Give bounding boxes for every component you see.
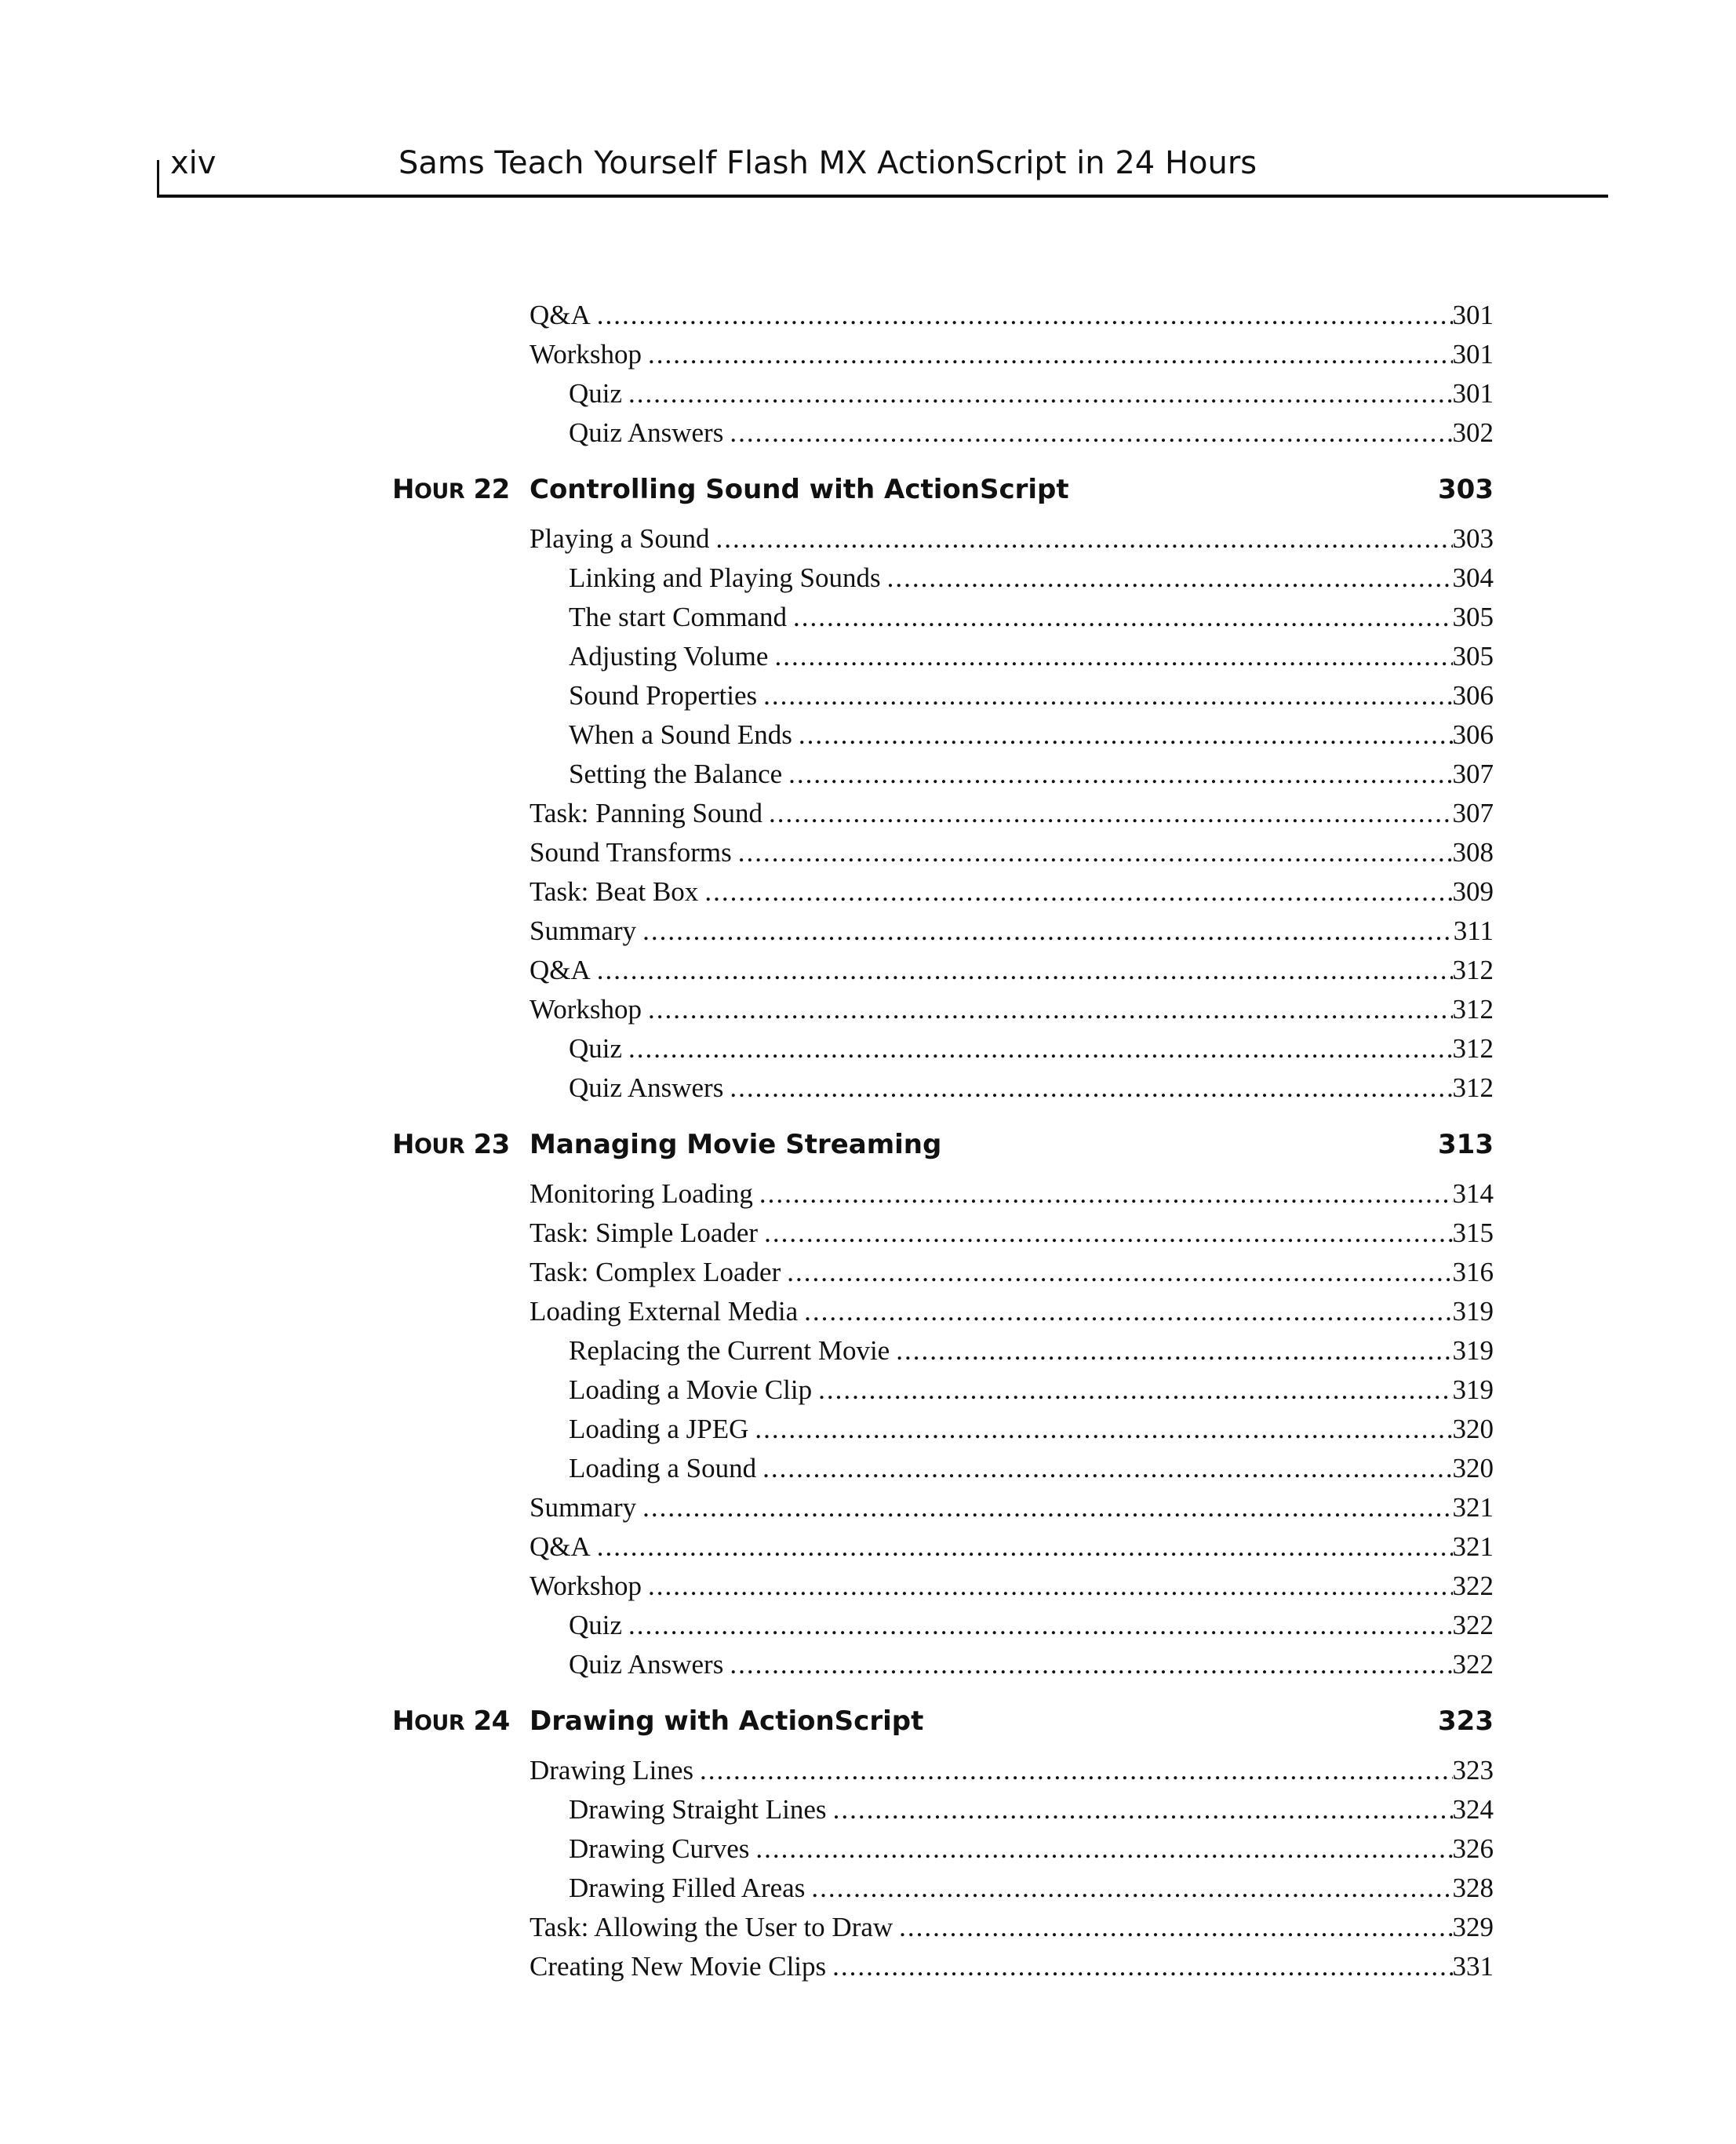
toc-entry[interactable] — [392, 794, 1494, 833]
toc-subentry[interactable] — [392, 374, 1494, 413]
toc-subentry[interactable] — [392, 1645, 1494, 1684]
toc-entry-title: Q&A — [530, 1531, 591, 1562]
hour-prefix-rest: OUR — [413, 479, 465, 504]
header-rule — [157, 195, 1608, 198]
toc-entry[interactable] — [392, 1751, 1494, 1790]
hour-title: Managing Movie Streaming — [530, 1129, 942, 1160]
toc-entry[interactable] — [392, 1567, 1494, 1606]
toc-entry-title: Task: Panning Sound — [530, 798, 763, 828]
dot-leader — [763, 676, 1452, 715]
table-of-contents — [392, 296, 1494, 1986]
header-corner-mark — [157, 160, 159, 196]
toc-entry-title: Workshop — [530, 339, 642, 369]
running-header — [157, 141, 1608, 198]
dot-leader — [648, 1567, 1452, 1606]
dot-leader — [762, 1449, 1452, 1488]
toc-entry-title: Replacing the Current Movie — [569, 1335, 890, 1366]
toc-entry-page-number: 301 — [1452, 339, 1494, 369]
toc-entry-title: When a Sound Ends — [569, 719, 792, 750]
toc-entry-page-number: 307 — [1452, 759, 1494, 789]
hour-page-number: 303 — [1438, 474, 1494, 505]
toc-entry-page-number: 311 — [1453, 915, 1494, 946]
dot-leader — [818, 1370, 1452, 1410]
toc-subentry[interactable] — [392, 676, 1494, 715]
dot-leader — [700, 1751, 1453, 1790]
dot-leader — [628, 374, 1452, 413]
hour-label — [392, 1125, 530, 1167]
toc-subentry[interactable] — [392, 1790, 1494, 1829]
toc-entry[interactable] — [392, 1908, 1494, 1947]
toc-entry-page-number: 322 — [1452, 1649, 1494, 1680]
toc-entry-title: Quiz Answers — [569, 417, 724, 448]
dot-leader — [832, 1947, 1452, 1986]
toc-entry-title: The start Command — [569, 602, 788, 632]
toc-entry-title: Loading External Media — [530, 1296, 799, 1327]
toc-entry-title: Task: Simple Loader — [530, 1218, 759, 1248]
toc-entry-title: Sound Transforms — [530, 837, 732, 868]
header-book-title: Sams Teach Yourself Flash MX ActionScript in 24 Hours — [399, 145, 1257, 181]
toc-subentry[interactable] — [392, 1449, 1494, 1488]
toc-entry-title: Quiz Answers — [569, 1649, 724, 1680]
dot-leader — [899, 1908, 1452, 1947]
toc-entry-page-number: 329 — [1452, 1912, 1494, 1942]
toc-entry-title: Task: Allowing the User to Draw — [530, 1912, 893, 1942]
toc-subentry[interactable] — [392, 598, 1494, 637]
toc-entry-title: Quiz — [569, 378, 623, 409]
toc-entry-page-number: 302 — [1452, 417, 1494, 448]
toc-entry-page-number: 321 — [1452, 1492, 1494, 1523]
dot-leader — [833, 1790, 1453, 1829]
toc-entry-page-number: 326 — [1452, 1833, 1494, 1864]
toc-subentry[interactable] — [392, 1829, 1494, 1869]
toc-entry-title: Loading a Sound — [569, 1453, 757, 1483]
hour-prefix-initial: H — [392, 1129, 414, 1160]
dot-leader — [730, 1645, 1452, 1684]
toc-entry-page-number: 312 — [1452, 1033, 1494, 1064]
hour-page-number: 323 — [1438, 1705, 1494, 1737]
toc-entry-page-number: 331 — [1452, 1951, 1494, 1982]
toc-entry-page-number: 315 — [1452, 1218, 1494, 1248]
dot-leader — [887, 559, 1453, 598]
toc-subentry[interactable] — [392, 755, 1494, 794]
toc-entry-title: Monitoring Loading — [530, 1178, 753, 1209]
hour-label — [392, 1702, 530, 1743]
toc-entry[interactable] — [392, 951, 1494, 990]
toc-entry-page-number: 305 — [1452, 602, 1494, 632]
toc-entry[interactable] — [392, 1253, 1494, 1292]
toc-entry-page-number: 324 — [1452, 1794, 1494, 1825]
toc-entry-title: Workshop — [530, 994, 642, 1025]
toc-subentry[interactable] — [392, 1068, 1494, 1108]
toc-entry-title: Q&A — [530, 300, 591, 330]
toc-entry-page-number: 312 — [1452, 1072, 1494, 1103]
toc-entry-title: Drawing Lines — [530, 1755, 693, 1785]
toc-subentry[interactable] — [392, 413, 1494, 453]
toc-entry-title: Linking and Playing Sounds — [569, 562, 881, 593]
toc-entry-page-number: 316 — [1452, 1257, 1494, 1287]
hour-title: Drawing with ActionScript — [530, 1705, 924, 1737]
dot-leader — [704, 872, 1452, 912]
header-page-number: xiv — [170, 145, 217, 181]
hour-heading[interactable] — [392, 1125, 1494, 1164]
dot-leader — [799, 715, 1453, 755]
toc-entry-page-number: 306 — [1452, 719, 1494, 750]
toc-entry-title: Workshop — [530, 1571, 642, 1601]
dot-leader — [738, 833, 1453, 872]
toc-entry-page-number: 323 — [1452, 1755, 1494, 1785]
toc-entry-page-number: 314 — [1452, 1178, 1494, 1209]
toc-entry-page-number: 319 — [1452, 1335, 1494, 1366]
toc-entry-page-number: 301 — [1452, 378, 1494, 409]
toc-entry-page-number: 304 — [1452, 562, 1494, 593]
dot-leader — [730, 413, 1452, 453]
toc-entry-title: Summary — [530, 1492, 637, 1523]
toc-entry-title: Drawing Filled Areas — [569, 1873, 806, 1903]
hour-number: 23 — [473, 1129, 510, 1160]
dot-leader — [628, 1606, 1452, 1645]
hour-prefix-rest: OUR — [413, 1711, 465, 1735]
toc-entry[interactable] — [392, 1174, 1494, 1214]
toc-entry-title: Task: Beat Box — [530, 876, 699, 907]
hour-page-number: 313 — [1438, 1129, 1494, 1160]
dot-leader — [597, 296, 1453, 335]
dot-leader — [793, 598, 1452, 637]
toc-entry-page-number: 309 — [1452, 876, 1494, 907]
toc-entry-title: Setting the Balance — [569, 759, 783, 789]
toc-entry[interactable] — [392, 1947, 1494, 1986]
toc-entry-page-number: 322 — [1452, 1610, 1494, 1640]
toc-entry[interactable] — [392, 833, 1494, 872]
toc-entry-page-number: 319 — [1452, 1296, 1494, 1327]
toc-entry-page-number: 303 — [1452, 523, 1494, 554]
toc-entry-title: Loading a Movie Clip — [569, 1374, 813, 1405]
toc-entry[interactable] — [392, 912, 1494, 951]
dot-leader — [787, 1253, 1452, 1292]
toc-subentry[interactable] — [392, 637, 1494, 676]
hour-number: 24 — [473, 1705, 510, 1737]
dot-leader — [648, 990, 1452, 1029]
hour-heading[interactable] — [392, 1702, 1494, 1741]
dot-leader — [774, 637, 1452, 676]
dot-leader — [769, 794, 1452, 833]
hour-heading[interactable] — [392, 470, 1494, 509]
toc-entry[interactable] — [392, 872, 1494, 912]
toc-subentry[interactable] — [392, 1869, 1494, 1908]
toc-entry-page-number: 305 — [1452, 641, 1494, 672]
toc-entry-page-number: 301 — [1452, 300, 1494, 330]
toc-entry-page-number: 320 — [1452, 1453, 1494, 1483]
toc-entry-page-number: 308 — [1452, 837, 1494, 868]
dot-leader — [597, 951, 1453, 990]
dot-leader — [755, 1829, 1452, 1869]
toc-entry-page-number: 307 — [1452, 798, 1494, 828]
hour-title: Controlling Sound with ActionScript — [530, 474, 1069, 505]
dot-leader — [642, 1488, 1452, 1527]
hour-number: 22 — [473, 474, 510, 505]
toc-entry-title: Task: Complex Loader — [530, 1257, 781, 1287]
dot-leader — [648, 335, 1452, 374]
toc-entry-title: Quiz Answers — [569, 1072, 724, 1103]
dot-leader — [896, 1331, 1452, 1370]
toc-entry[interactable] — [392, 1527, 1494, 1567]
toc-subentry[interactable] — [392, 1606, 1494, 1645]
toc-entry-title: Creating New Movie Clips — [530, 1951, 827, 1982]
dot-leader — [759, 1174, 1453, 1214]
dot-leader — [642, 912, 1454, 951]
dot-leader — [597, 1527, 1453, 1567]
toc-entry-page-number: 319 — [1452, 1374, 1494, 1405]
dot-leader — [730, 1068, 1452, 1108]
toc-subentry[interactable] — [392, 1410, 1494, 1449]
dot-leader — [764, 1214, 1452, 1253]
toc-subentry[interactable] — [392, 1331, 1494, 1370]
hour-prefix-rest: OUR — [413, 1134, 465, 1159]
toc-entry-page-number: 322 — [1452, 1571, 1494, 1601]
toc-entry-title: Quiz — [569, 1610, 623, 1640]
toc-subentry[interactable] — [392, 715, 1494, 755]
toc-entry-title: Drawing Curves — [569, 1833, 750, 1864]
toc-entry[interactable] — [392, 1292, 1494, 1331]
toc-subentry[interactable] — [392, 559, 1494, 598]
toc-entry[interactable] — [392, 296, 1494, 335]
hour-prefix-initial: H — [392, 474, 414, 505]
hour-prefix-initial: H — [392, 1705, 414, 1737]
toc-entry-page-number: 306 — [1452, 680, 1494, 711]
toc-entry-title: Adjusting Volume — [569, 641, 769, 672]
toc-entry[interactable] — [392, 335, 1494, 374]
toc-subentry[interactable] — [392, 1370, 1494, 1410]
toc-entry-page-number: 328 — [1452, 1873, 1494, 1903]
dot-leader — [804, 1292, 1452, 1331]
toc-entry-page-number: 312 — [1452, 994, 1494, 1025]
toc-entry-page-number: 312 — [1452, 955, 1494, 985]
dot-leader — [811, 1869, 1452, 1908]
toc-entry-page-number: 321 — [1452, 1531, 1494, 1562]
dot-leader — [628, 1029, 1452, 1068]
toc-subentry[interactable] — [392, 1029, 1494, 1068]
toc-entry-title: Playing a Sound — [530, 523, 710, 554]
toc-entry-title: Q&A — [530, 955, 591, 985]
dot-leader — [715, 519, 1452, 559]
toc-entry[interactable] — [392, 519, 1494, 559]
dot-leader — [755, 1410, 1452, 1449]
toc-entry-title: Sound Properties — [569, 680, 758, 711]
toc-entry[interactable] — [392, 990, 1494, 1029]
hour-label — [392, 470, 530, 511]
toc-entry-title: Quiz — [569, 1033, 623, 1064]
dot-leader — [788, 755, 1452, 794]
toc-entry-page-number: 320 — [1452, 1414, 1494, 1444]
toc-entry-title: Drawing Straight Lines — [569, 1794, 827, 1825]
toc-entry-title: Summary — [530, 915, 637, 946]
toc-entry[interactable] — [392, 1488, 1494, 1527]
toc-entry[interactable] — [392, 1214, 1494, 1253]
toc-entry-title: Loading a JPEG — [569, 1414, 749, 1444]
